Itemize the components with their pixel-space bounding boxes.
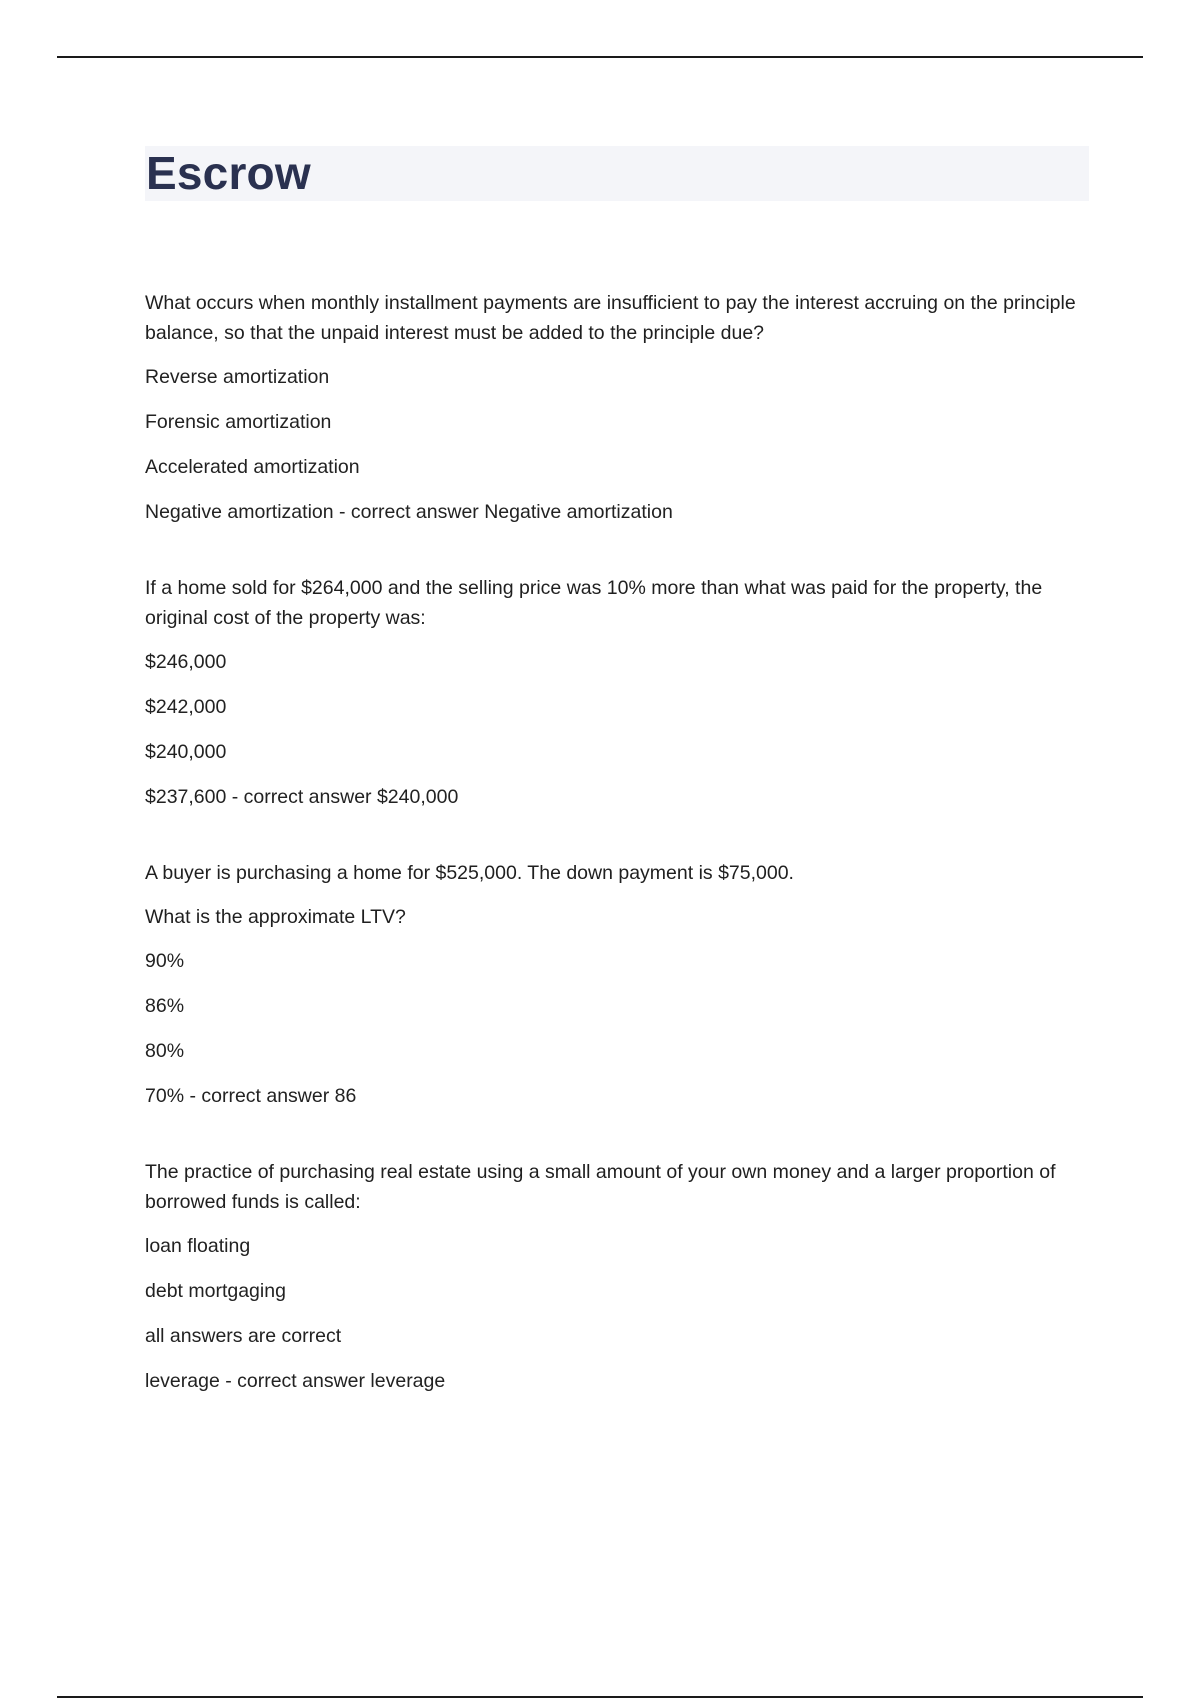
answer-option: 90% (145, 950, 185, 972)
title-bar (145, 146, 1089, 201)
answer-option: 86% (145, 995, 185, 1017)
answer-option: Forensic amortization (145, 411, 332, 433)
top-rule (57, 56, 1143, 58)
answer-option-with-correct-answer: $237,600 - correct answer $240,000 (145, 786, 459, 808)
question-text-line-2: What is the approximate LTV? (145, 906, 406, 928)
answer-option: $240,000 (145, 741, 227, 763)
question-text: What occurs when monthly installment payments are insufficient to pay the interest accruing on the principle balance, so that the unpaid interest must be added to the principle due? (145, 292, 1076, 344)
question-block-4 (145, 1157, 1090, 1396)
answer-option: all answers are correct (145, 1325, 342, 1347)
answer-option: Accelerated amortization (145, 456, 360, 478)
page-title: Escrow (146, 147, 311, 199)
answer-option: 80% (145, 1040, 185, 1062)
answer-option-with-correct-answer: leverage - correct answer leverage (145, 1370, 446, 1392)
answer-option: $246,000 (145, 651, 227, 673)
bottom-rule (57, 1696, 1143, 1698)
question-text: The practice of purchasing real estate using a small amount of your own money and a larger proportion of borrowed funds is called: (145, 1161, 1056, 1213)
answer-option: loan floating (145, 1235, 251, 1257)
answer-option-with-correct-answer: 70% - correct answer 86 (145, 1085, 357, 1107)
answer-option-with-correct-answer: Negative amortization - correct answer Negative amortization (145, 501, 673, 523)
answer-option: debt mortgaging (145, 1280, 286, 1302)
question-block-1 (145, 288, 1090, 527)
question-text: A buyer is purchasing a home for $525,000. The down payment is $75,000. (145, 862, 794, 884)
question-text: If a home sold for $264,000 and the selling price was 10% more than what was paid for the property, the original cost of the property was: (145, 577, 1043, 629)
question-list (145, 288, 1090, 1442)
question-block-2 (145, 573, 1090, 812)
answer-option: Reverse amortization (145, 366, 330, 388)
answer-option: $242,000 (145, 696, 227, 718)
question-block-3 (145, 858, 1090, 1111)
